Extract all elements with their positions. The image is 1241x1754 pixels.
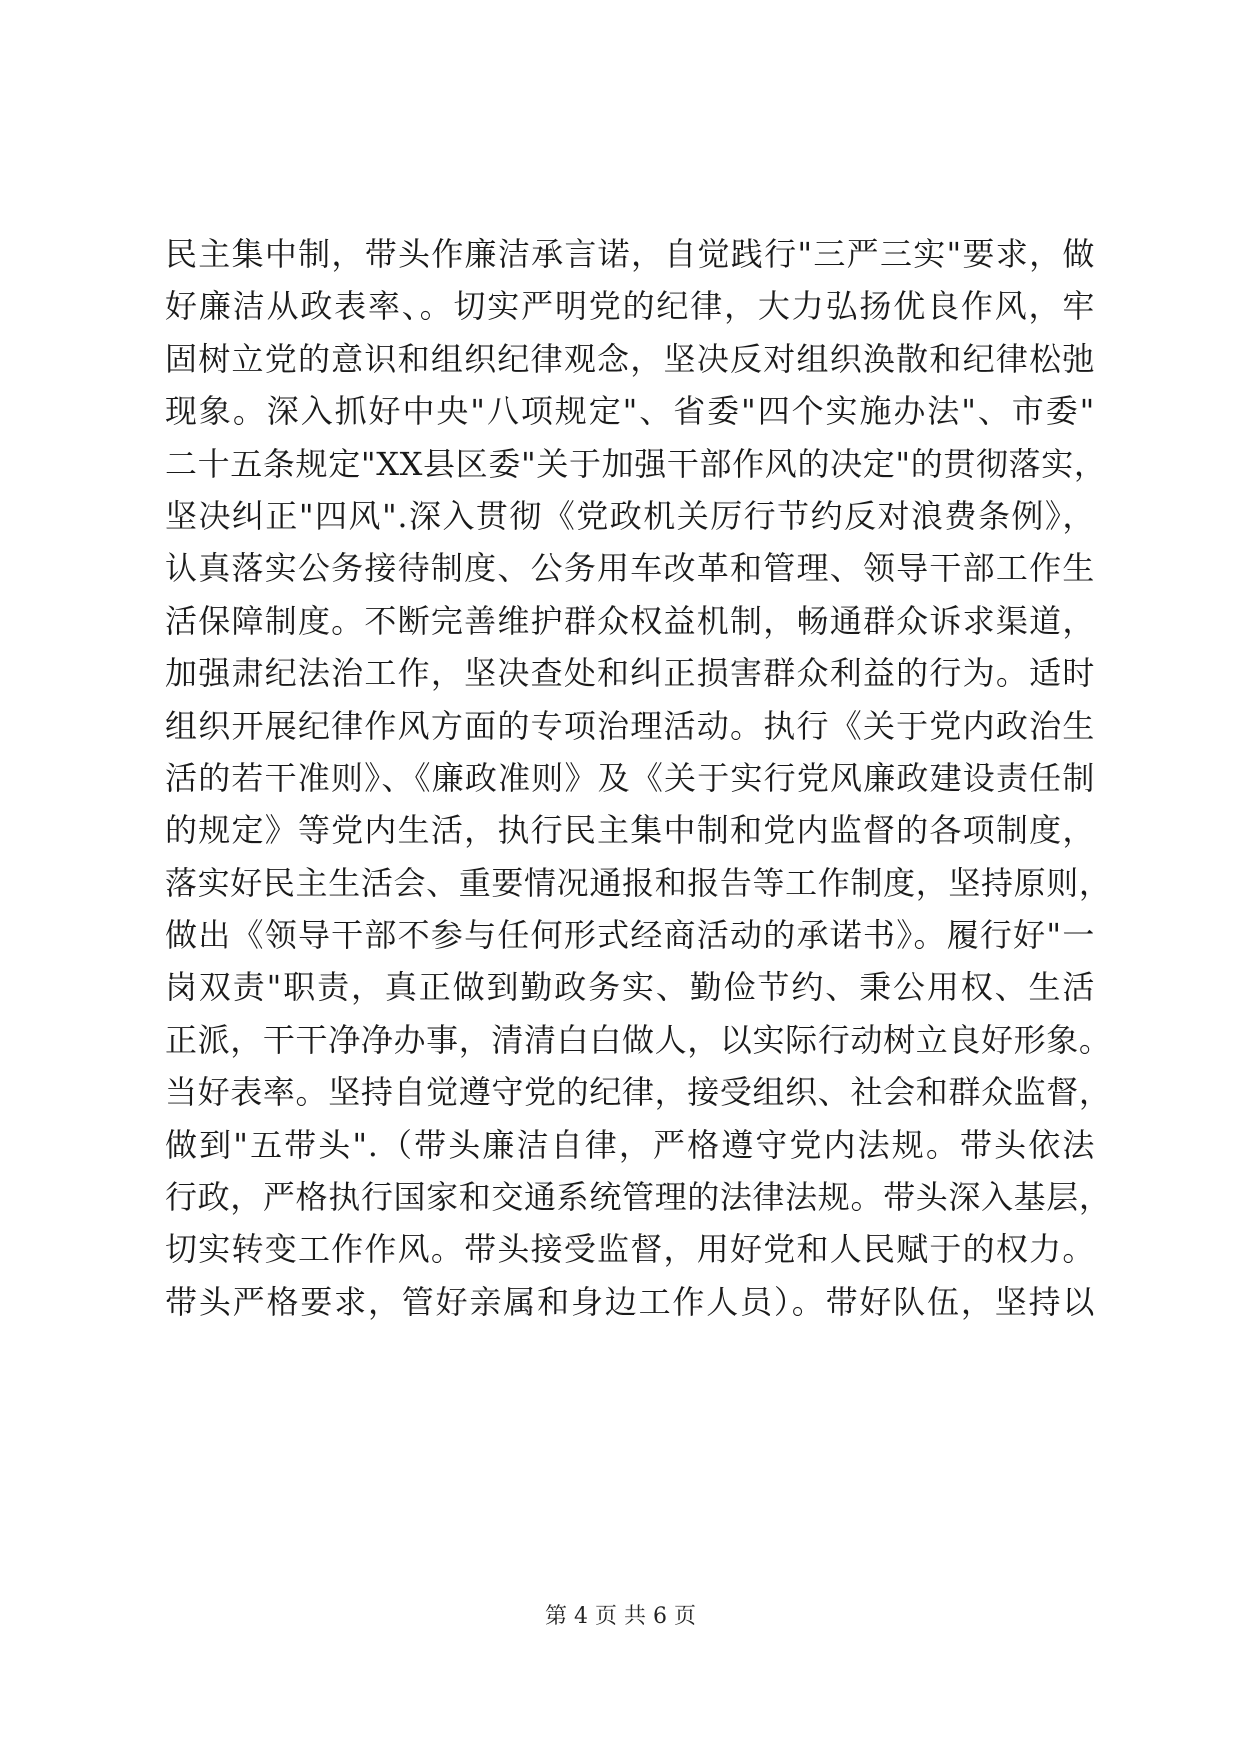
text-line: 活保障制度。不断完善维护群众权益机制，畅通群众诉求渠道， [165, 601, 1095, 640]
page-number-footer: 第 4 页 共 6 页 [545, 1604, 696, 1629]
text-line: 组织开展纪律作风方面的专项治理活动。执行《关于党内政治生 [165, 706, 1095, 745]
text-line: 带头严格要求，管好亲属和身边工作人员）。带好队伍，坚持以 [165, 1282, 1095, 1321]
text-line: 活的若干准则》、《廉政准则》及《关于实行党风廉政建设责任制 [165, 758, 1095, 797]
text-line: 岗双责"职责，真正做到勤政务实、勤俭节约、秉公用权、生活 [165, 968, 1095, 1007]
text-line: 认真落实公务接待制度、公务用车改革和管理、领导干部工作生 [165, 549, 1095, 588]
text-line: 当好表率。坚持自觉遵守党的纪律，接受组织、社会和群众监督， [165, 1073, 1112, 1112]
text-line: 落实好民主生活会、重要情况通报和报告等工作制度，坚持原则， [165, 863, 1112, 902]
text-line: 民主集中制，带头作廉洁承言诺，自觉践行"三严三实"要求，做 [165, 235, 1095, 273]
text-line: 行政，严格执行国家和交通系统管理的法律法规。带头深入基层， [165, 1178, 1112, 1217]
text-line: 好廉洁从政表率、。切实严明党的纪律，大力弘扬优良作风，牢 [165, 287, 1095, 326]
text-line: 切实转变工作作风。带头接受监督，用好党和人民赋于的权力。 [165, 1230, 1095, 1269]
text-line: 坚决纠正"四风".深入贯彻《党政机关厉行节约反对浪费条例》， [165, 496, 1095, 535]
text-line: 做出《领导干部不参与任何形式经商活动的承诺书》。履行好"一 [165, 916, 1095, 955]
text-line: 做到"五带头".（带头廉洁自律，严格遵守党内法规。带头依法 [165, 1125, 1095, 1164]
text-line: 加强肃纪法治工作，坚决查处和纠正损害群众利益的行为。适时 [165, 654, 1095, 693]
text-line: 固树立党的意识和组织纪律观念，坚决反对组织涣散和纪律松弛 [165, 339, 1095, 378]
text-line: 现象。深入抓好中央"八项规定"、省委"四个实施办法"、市委" [165, 392, 1095, 431]
text-line: 二十五条规定"XX县区委"关于加强干部作风的决定"的贯彻落实， [165, 444, 1107, 483]
body-text [165, 228, 1112, 1328]
text-line: 正派，干干净净办事，清清白白做人，以实际行动树立良好形象。 [165, 1020, 1112, 1059]
text-line: 的规定》等党内生活，执行民主集中制和党内监督的各项制度， [165, 811, 1095, 850]
